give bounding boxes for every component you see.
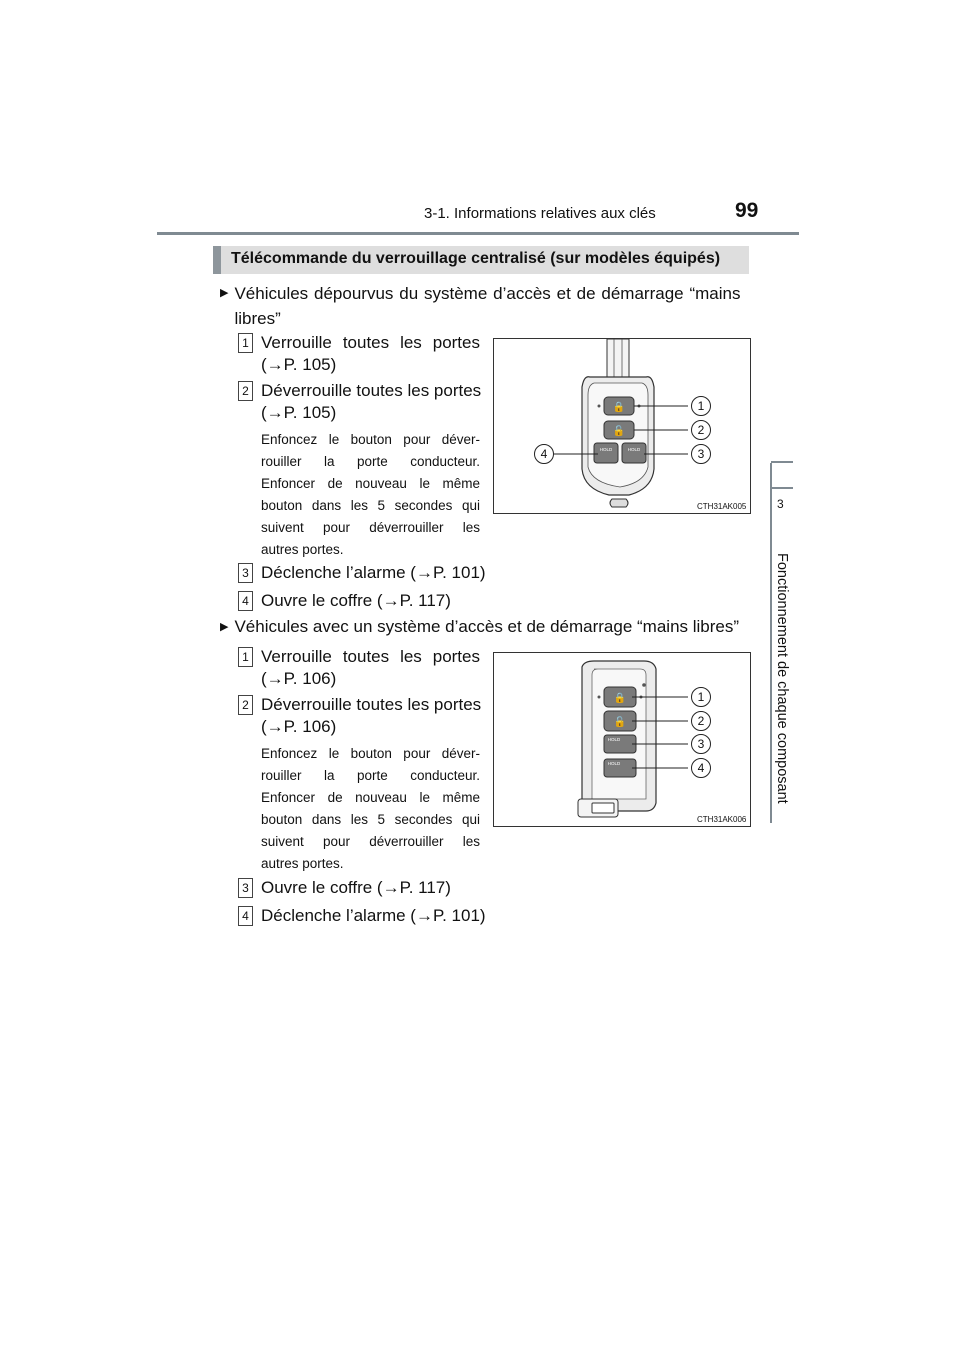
- triangle-bullet-icon: ▶: [220, 287, 229, 299]
- tab-divider-top: [771, 461, 793, 463]
- chapter-title: Fonctionnement de chaque composant: [774, 553, 790, 804]
- item-number-badge: 2: [238, 695, 253, 715]
- note-paragraph: Enfoncez le bouton pour déver- rouiller la porte conducteur. Enfoncer de nouveau le même bouton dans les 5 secondes qui suivent pour déverrouiller les autres portes.: [261, 746, 480, 871]
- item-text: Déclenche l’alarme (→P. 101): [261, 563, 486, 582]
- page-number: 99: [735, 199, 759, 222]
- triangle-bullet-icon: ▶: [220, 621, 229, 633]
- bullet-heading-1: ▶ Véhicules dépourvus du système d’accès et de démarrage “mains libres”: [220, 281, 750, 331]
- callout-3: 3: [691, 444, 711, 464]
- svg-text:HOLD: HOLD: [627, 447, 641, 452]
- svg-text:🔒: 🔒: [613, 693, 627, 704]
- item-number-badge: 4: [238, 906, 253, 926]
- item-number-badge: 3: [238, 878, 253, 898]
- key-fob-illustration: [494, 339, 750, 513]
- item-text-ref: (→P. 106): [261, 669, 337, 688]
- callout-2: 2: [691, 420, 711, 440]
- item-text: Ouvre le coffre (→P. 117): [261, 591, 451, 610]
- callout-4: 4: [691, 758, 711, 778]
- key-fob-figure-2: [493, 652, 751, 827]
- smart-key-illustration: [494, 653, 750, 826]
- bullet-heading-2: ▶ Véhicules avec un système d’accès et de démarrage “mains libres”: [220, 614, 750, 640]
- svg-text:🔓: 🔓: [612, 426, 626, 437]
- item-text: Verrouille toutes les portes: [261, 647, 480, 666]
- section-title: Télécommande du verrouillage centralisé (sur modèles équipés): [231, 250, 721, 267]
- callout-2: 2: [691, 711, 711, 731]
- figure-code: CTH31AK005: [697, 502, 747, 511]
- item-text: Déverrouille toutes les portes: [261, 381, 482, 400]
- tab-edge: [770, 463, 772, 823]
- running-header: 3-1. Informations relatives aux clés: [424, 205, 656, 222]
- header-rule: [157, 232, 799, 235]
- callout-1: 1: [691, 396, 711, 416]
- svg-text:HOLD: HOLD: [607, 761, 621, 766]
- item-text: Ouvre le coffre (→P. 117): [261, 878, 451, 897]
- item-text: Verrouille toutes les portes: [261, 333, 480, 352]
- item-text-ref: (→P. 106): [261, 717, 337, 736]
- chapter-number: 3: [777, 497, 784, 511]
- note-paragraph: Enfoncez le bouton pour déver- rouiller la porte conducteur. Enfoncer de nouveau le même bouton dans les 5 secondes qui suivent pour déverrouiller les autres portes.: [261, 432, 480, 557]
- callout-1: 1: [691, 687, 711, 707]
- item-text-ref: (→P. 105): [261, 403, 337, 422]
- figure-code: CTH31AK006: [697, 815, 747, 824]
- key-fob-figure-1: [493, 338, 751, 514]
- item-text: Déverrouille toutes les portes: [261, 695, 482, 714]
- section-title-bar: [213, 246, 749, 274]
- callout-3: 3: [691, 734, 711, 754]
- item-number-badge: 2: [238, 381, 253, 401]
- tab-divider-bottom: [771, 487, 793, 489]
- svg-text:🔓: 🔓: [613, 717, 627, 728]
- svg-text:🔒: 🔒: [612, 402, 626, 413]
- item-number-badge: 1: [238, 647, 253, 667]
- item-number-badge: 4: [238, 591, 253, 611]
- item-number-badge: 3: [238, 563, 253, 583]
- callout-4: 4: [534, 444, 554, 464]
- svg-text:HOLD: HOLD: [599, 447, 613, 452]
- svg-text:HOLD: HOLD: [607, 737, 621, 742]
- item-number-badge: 1: [238, 333, 253, 353]
- item-text-ref: (→P. 105): [261, 355, 337, 374]
- item-text: Déclenche l’alarme (→P. 101): [261, 906, 486, 925]
